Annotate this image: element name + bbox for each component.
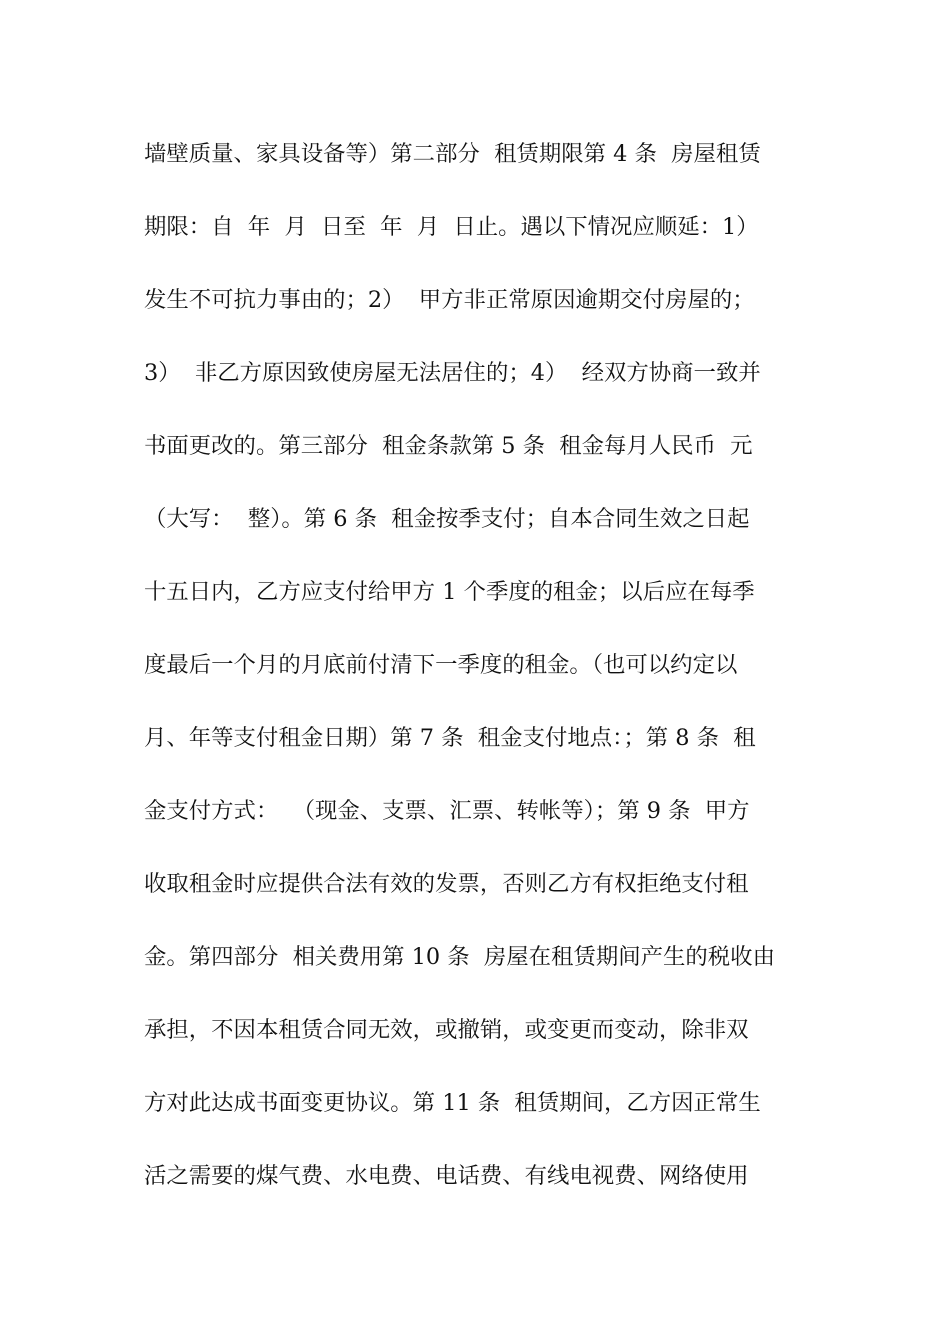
text-line-4: 3） 非乙方原因致使房屋无法居住的；4） 经双方协商一致并 <box>144 360 761 386</box>
text-line-11: 收取租金时应提供合法有效的发票，否则乙方有权拒绝支付租 <box>144 871 749 897</box>
text-line-7: 十五日内，乙方应支付给甲方 1 个季度的租金；以后应在每季 <box>144 579 755 605</box>
text-line-10: 金支付方式： （现金、支票、汇票、转帐等）；第 9 条 甲方 <box>144 798 750 824</box>
text-line-5: 书面更改的。第三部分 租金条款第 5 条 租金每月人民币 元 <box>144 433 753 459</box>
text-line-1: 墙壁质量、家具设备等）第二部分 租赁期限第 4 条 房屋租赁 <box>144 141 761 167</box>
text-line-14: 方对此达成书面变更协议。第 11 条 租赁期间，乙方因正常生 <box>144 1090 761 1116</box>
contract-body-text <box>144 128 814 1223</box>
text-line-8: 度最后一个月的月底前付清下一季度的租金。（也可以约定以 <box>144 652 738 678</box>
text-line-9: 月、年等支付租金日期）第 7 条 租金支付地点：；第 8 条 租 <box>144 725 756 751</box>
text-line-15: 活之需要的煤气费、水电费、电话费、有线电视费、网络使用 <box>144 1163 749 1189</box>
text-line-6: （大写： 整）。第 6 条 租金按季支付；自本合同生效之日起 <box>144 506 750 532</box>
text-line-2: 期限：自 年 月 日至 年 月 日止。遇以下情况应顺延：1） <box>144 214 759 240</box>
text-line-13: 承担，不因本租赁合同无效，或撤销，或变更而变动，除非双 <box>144 1017 749 1043</box>
text-line-12: 金。第四部分 相关费用第 10 条 房屋在租赁期间产生的税收由 <box>144 944 775 970</box>
text-line-3: 发生不可抗力事由的；2） 甲方非正常原因逾期交付房屋的； <box>144 287 755 313</box>
